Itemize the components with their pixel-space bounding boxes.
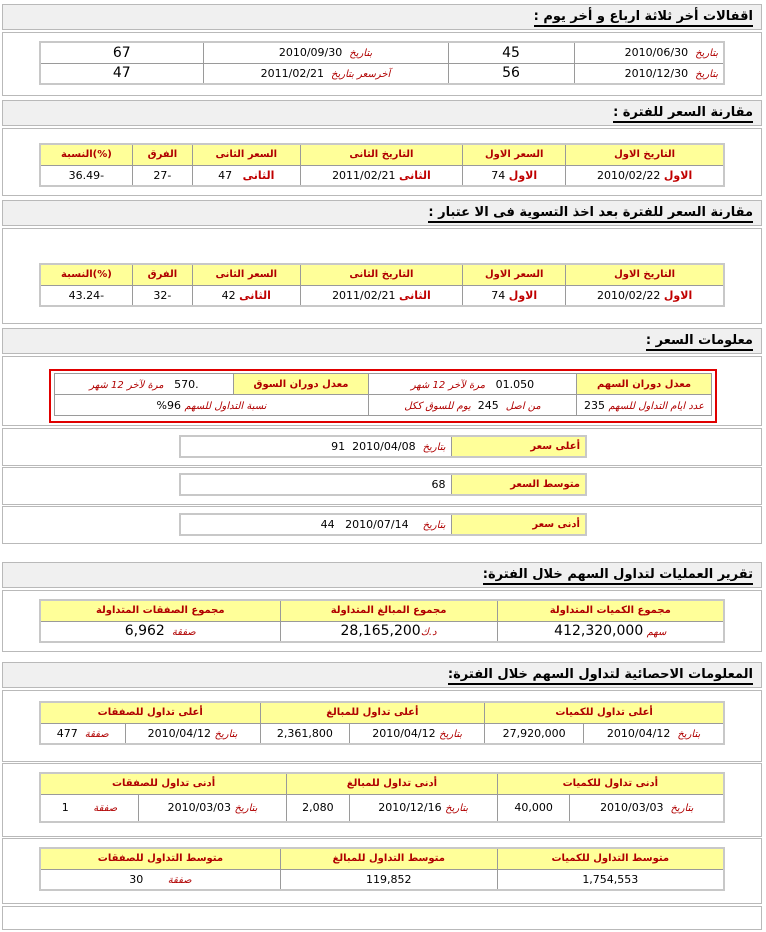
stat-value: 40,000	[497, 794, 570, 822]
total-deals-cell: صفقة 6,962	[40, 621, 280, 642]
col-header: السعر الثانى	[192, 264, 300, 285]
closing-value: 67	[40, 42, 203, 63]
stock-turnover-cell: 01.050 مرة لآخر 12 شهر	[369, 374, 577, 395]
second-price-cell: الثانى 47	[192, 165, 300, 186]
closing-date-cell: بتاريخ 2010/12/30	[574, 63, 724, 84]
col-header: السعر الاول	[463, 264, 566, 285]
stat-date-cell: بتاريخ 2010/04/12	[584, 723, 724, 744]
avg-price-table	[179, 473, 587, 496]
col-header: متوسط التداول للمبالغ	[280, 848, 497, 869]
pct-cell: -36.49	[40, 165, 132, 186]
stat-value: 27,920,000	[485, 723, 584, 744]
stats-low-table	[39, 772, 725, 823]
second-date-cell: الثانى 2011/02/21	[300, 285, 463, 306]
stat-value: 2,361,800	[260, 723, 350, 744]
section-price-info-header: معلومات السعر :	[2, 328, 762, 354]
table-row	[40, 42, 724, 63]
section-compare-adj-header: مقارنة السعر للفترة بعد اخذ التسوية فى الا عتبار :	[2, 200, 762, 226]
turnover-body	[2, 356, 762, 426]
closing-table	[39, 41, 725, 85]
closing-value: 45	[448, 42, 574, 63]
table-row	[180, 514, 586, 535]
total-qty-cell: سهم 412,320,000	[497, 621, 724, 642]
section-stats-header: المعلومات الاحصائية لتداول السهم خلال الفترة:	[2, 662, 762, 688]
market-turnover-cell: .570 مرة لآخر 12 شهر	[55, 374, 234, 395]
section-compare-body	[2, 128, 762, 196]
avg-price-value: 68	[180, 474, 451, 495]
closing-value: 47	[40, 63, 203, 84]
section-ops-header: تقرير العمليات لتداول السهم خلال الفترة:	[2, 562, 762, 588]
market-days-cell: من اصل 245 يوم للسوق ككل	[369, 395, 577, 416]
total-amt-cell: د.ك28,165,200	[280, 621, 497, 642]
first-price-cell: الاول 74	[463, 165, 566, 186]
stats-high-body	[2, 690, 762, 762]
first-date-cell: الاول 2010/02/22	[566, 165, 724, 186]
table-row	[40, 702, 724, 723]
high-price-label: أعلى سعر	[451, 436, 586, 457]
col-header: متوسط التداول للكميات	[497, 848, 724, 869]
stats-low-body	[2, 763, 762, 837]
table-row	[40, 794, 724, 822]
closing-last-date-cell: آخرسعر بتاريخ 2011/02/21	[203, 63, 448, 84]
diff-cell: -27	[132, 165, 192, 186]
section-compare-adj-body	[2, 228, 762, 324]
stat-date-cell: بتاريخ 2010/03/03	[138, 794, 286, 822]
table-row	[40, 600, 724, 621]
table-row	[40, 285, 724, 306]
second-price-cell: الثانى 42	[192, 285, 300, 306]
table-row	[40, 848, 724, 869]
pct-cell: -43.24	[40, 285, 132, 306]
table-row	[40, 773, 724, 794]
trading-days-cell: عدد ايام التداول للسهم 235	[577, 395, 712, 416]
table-row	[55, 374, 712, 395]
closing-value: 56	[448, 63, 574, 84]
stat-date-cell: بتاريخ 2010/12/16	[349, 794, 497, 822]
stats-avg-table	[39, 847, 725, 891]
section-ops-body	[2, 590, 762, 652]
stat-date-cell: بتاريخ 2010/03/03	[570, 794, 724, 822]
stats-high-table	[39, 701, 725, 745]
avg-price-label: متوسط السعر	[451, 474, 586, 495]
high-price-value-cell: بتاريخ 2010/04/08 91	[180, 436, 451, 457]
col-header: التاريخ الثانى	[300, 144, 463, 165]
table-row	[180, 436, 586, 457]
col-header: أدنى تداول للكميات	[497, 773, 724, 794]
table-row	[40, 621, 724, 642]
col-header: متوسط التداول للصفقات	[40, 848, 280, 869]
compare-table	[39, 143, 725, 187]
turnover-table	[54, 373, 712, 416]
avg-deal-cell: صفقة 30	[40, 869, 280, 890]
col-header: مجموع الصفقات المتداولة	[40, 600, 280, 621]
table-row	[40, 165, 724, 186]
table-row	[40, 264, 724, 285]
table-row	[180, 474, 586, 495]
section-closing-body	[2, 32, 762, 96]
col-header: أعلى تداول للكميات	[485, 702, 724, 723]
low-price-value-cell: بتاريخ 2010/07/14 44	[180, 514, 451, 535]
table-row	[55, 395, 712, 416]
closing-date-cell: بتاريخ 2010/06/30	[574, 42, 724, 63]
stat-deal-cell: صفقة 477	[40, 723, 125, 744]
col-header: (%)النسبة	[40, 264, 132, 285]
low-price-table	[179, 513, 587, 536]
col-header: السعر الاول	[463, 144, 566, 165]
col-header: مجموع المبالغ المتداولة	[280, 600, 497, 621]
stat-date-cell: بتاريخ 2010/04/12	[125, 723, 260, 744]
avg-qty-value: 1,754,553	[497, 869, 724, 890]
stat-deal-cell: صفقة 1	[40, 794, 138, 822]
stats-avg-body	[2, 838, 762, 904]
footer-strip	[2, 906, 762, 930]
table-row	[40, 63, 724, 84]
col-header: أعلى تداول للمبالغ	[260, 702, 485, 723]
diff-cell: -32	[132, 285, 192, 306]
compare-adj-table	[39, 263, 725, 307]
section-compare-header: مقارنة السعر للفترة :	[2, 100, 762, 126]
avg-amt-value: 119,852	[280, 869, 497, 890]
col-header: التاريخ الاول	[566, 264, 724, 285]
first-date-cell: الاول 2010/02/22	[566, 285, 724, 306]
market-turnover-label: معدل دوران السوق	[234, 374, 369, 395]
stat-date-cell: بتاريخ 2010/04/12	[350, 723, 485, 744]
trading-ratio-cell: نسبة التداول للسهم 96%	[55, 395, 369, 416]
high-price-table	[179, 435, 587, 458]
table-row	[40, 144, 724, 165]
table-row	[40, 723, 724, 744]
col-header: (%)النسبة	[40, 144, 132, 165]
stock-turnover-label: معدل دوران السهم	[577, 374, 712, 395]
closing-date-cell: بتاريخ 2010/09/30	[203, 42, 448, 63]
col-header: التاريخ الاول	[566, 144, 724, 165]
col-header: أدنى تداول للمبالغ	[287, 773, 498, 794]
col-header: أعلى تداول للصفقات	[40, 702, 260, 723]
turnover-box	[49, 369, 717, 423]
first-price-cell: الاول 74	[463, 285, 566, 306]
col-header: الفرق	[132, 144, 192, 165]
col-header: التاريخ الثانى	[300, 264, 463, 285]
low-price-label: أدنى سعر	[451, 514, 586, 535]
low-price-body	[2, 506, 762, 544]
col-header: أدنى تداول للصفقات	[40, 773, 287, 794]
second-date-cell: الثانى 2011/02/21	[300, 165, 463, 186]
ops-table	[39, 599, 725, 643]
col-header: مجموع الكميات المتداولة	[497, 600, 724, 621]
table-row	[40, 869, 724, 890]
col-header: السعر الثانى	[192, 144, 300, 165]
stat-value: 2,080	[287, 794, 349, 822]
col-header: الفرق	[132, 264, 192, 285]
high-price-body	[2, 428, 762, 466]
section-closing-header: اقفالات أخر ثلاثة ارباع و أخر يوم :	[2, 4, 762, 30]
avg-price-body	[2, 467, 762, 505]
